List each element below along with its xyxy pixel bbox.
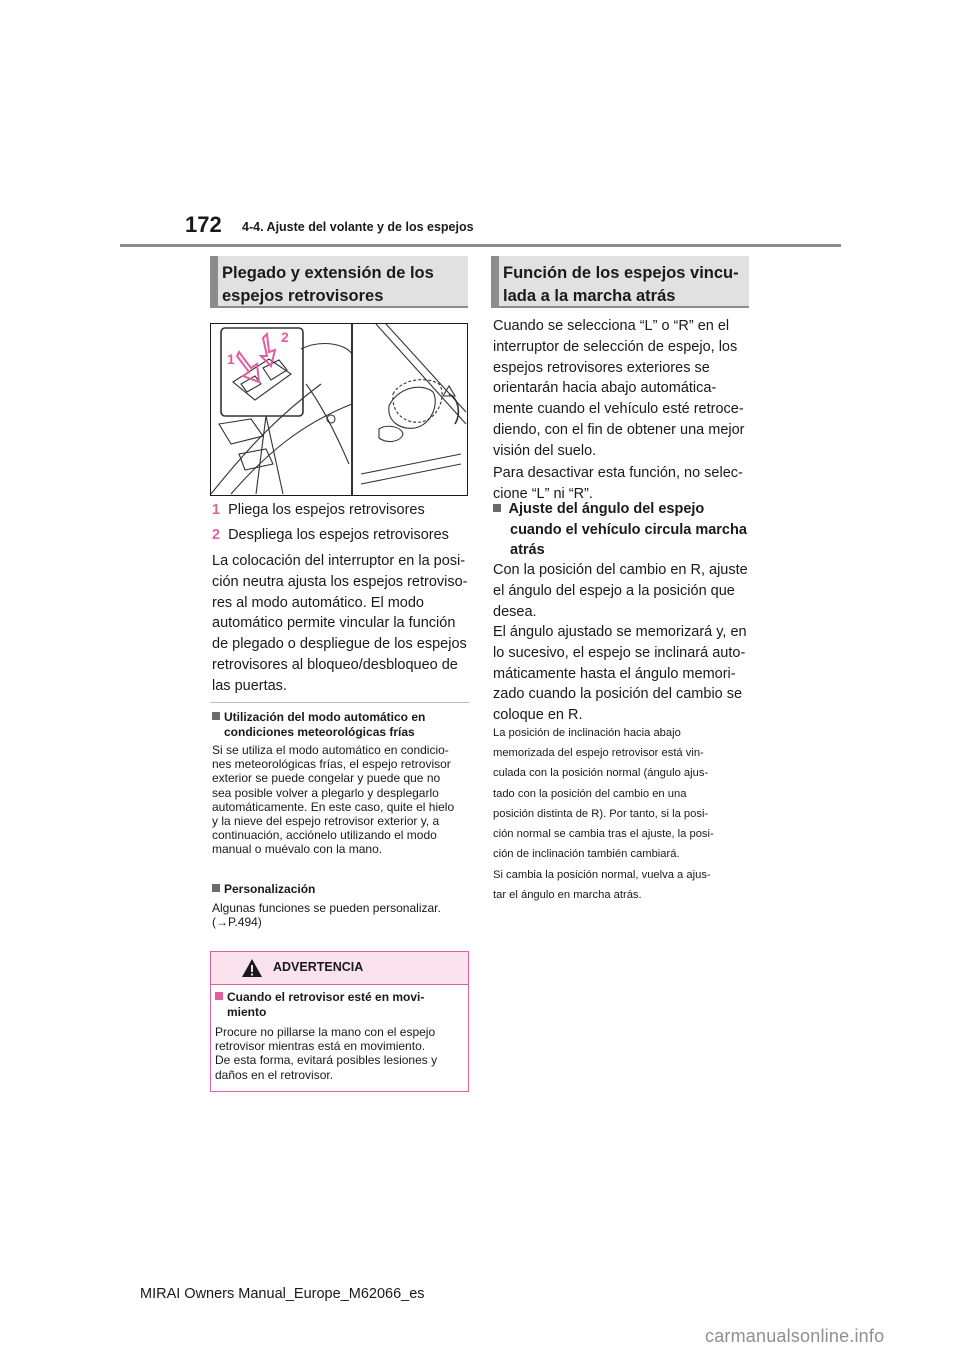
note-title: [212, 882, 470, 897]
text-line: zado cuando la posición del cambio se: [493, 686, 743, 703]
text-line: Utilización del modo automático en: [224, 710, 426, 724]
text-line: sea posible volver a plegarlo y desplegarlo: [212, 785, 439, 800]
right-paragraph-1: [493, 316, 745, 462]
mirror-switch-illustration: [210, 323, 468, 496]
text-line: nes meteorológicas frías, el espejo retrovisor: [212, 757, 451, 772]
text-line: ción de inclinación también cambiará.: [493, 848, 680, 861]
section-title: 4-4. Ajuste del volante y de los espejos: [242, 220, 474, 234]
text-line: Cuando el retrovisor esté en movi-: [227, 990, 425, 1004]
mirror-illustration-svg: [211, 324, 467, 495]
right-heading-line-1: Función de los espejos vincu-: [503, 264, 739, 282]
text-line: ción normal se cambia tras el ajuste, la posi-: [493, 828, 714, 841]
text-line: lo sucesivo, el espejo se inclinará auto-: [493, 644, 746, 661]
warning-header: [211, 952, 468, 985]
left-paragraph: [212, 551, 468, 697]
right-section-heading: [491, 256, 749, 308]
right-paragraph-5: [493, 723, 714, 864]
callout-2: 2: [281, 329, 289, 345]
right-paragraph-3: [493, 560, 748, 622]
square-bullet-icon: [212, 712, 220, 720]
text-line: Si se utiliza el modo automático en condicio-: [212, 743, 449, 757]
text-line: orientarán hacia abajo automática-: [493, 380, 717, 397]
text-line: mente cuando el vehículo esté retroce-: [493, 401, 744, 418]
text-line: continuación, acciónelo utilizando el modo: [212, 828, 437, 843]
text-line: culada con la posición normal (ángulo ajus-: [493, 767, 709, 780]
text-line: cuando el vehículo circula marcha: [510, 521, 747, 538]
page-reference-link[interactable]: (→P.494): [212, 915, 262, 929]
legend-item-1: [212, 500, 425, 521]
note-personalization: [212, 882, 470, 930]
text-line: La colocación del interruptor en la posi-: [212, 553, 466, 569]
text-line: Procure no pillarse la mano con el espejo: [215, 1025, 436, 1039]
text-line: De esta forma, evitará posibles lesiones y: [215, 1053, 438, 1068]
note-body: [212, 901, 470, 930]
text-line: La posición de inclinación hacia abajo: [493, 727, 681, 739]
text-line: de plegado o despliegue de los espejos: [212, 636, 467, 653]
text-line: automáticamente. En este caso, quite el hielo: [212, 799, 455, 814]
text-line: diendo, con el fin de obtener una mejor: [493, 421, 745, 438]
text-line: el ángulo del espejo a la posición que: [493, 582, 735, 599]
header-rule: [120, 244, 841, 247]
left-heading-line-2: espejos retrovisores: [222, 287, 384, 305]
text-line: retrovisores al bloqueo/desbloqueo de: [212, 656, 458, 673]
text-line: miento: [227, 1004, 267, 1019]
text-line: posición distinta de R). Por tanto, si la posi-: [493, 807, 709, 820]
right-heading-line-2: lada a la marcha atrás: [503, 287, 676, 305]
text-line: memorizada del espejo retrovisor está vin-: [493, 747, 704, 760]
page-number: 172: [185, 212, 222, 237]
right-subheading: [493, 499, 747, 561]
square-bullet-icon: [493, 504, 501, 512]
note-divider: [210, 702, 469, 703]
legend-text: Pliega los espejos retrovisores: [228, 502, 425, 518]
text-line: tar el ángulo en marcha atrás.: [493, 889, 642, 902]
text-line: El ángulo ajustado se memorizará y, en: [493, 624, 747, 640]
legend-text: Despliega los espejos retrovisores: [228, 527, 449, 543]
left-heading-line-1: Plegado y extensión de los: [222, 264, 434, 282]
text-line: interruptor de selección de espejo, los: [493, 338, 738, 355]
warning-triangle-icon: [241, 958, 263, 978]
note-title: [212, 710, 470, 725]
legend-number: 1: [212, 502, 221, 518]
text-line: Para desactivar esta función, no selec-: [493, 465, 743, 481]
text-line: exterior se puede congelar y puede que no: [212, 771, 441, 786]
text-line: y la nieve del espejo retrovisor exterior y, a: [212, 814, 440, 829]
text-line: condiciones meteorológicas frías: [224, 724, 415, 739]
warning-title: [215, 990, 465, 1005]
subheading-line: [493, 499, 747, 520]
text-line: daños en el retrovisor.: [215, 1067, 334, 1082]
footer-text: MIRAI Owners Manual_Europe_M62066_es: [140, 1286, 425, 1302]
text-line: Con la posición del cambio en R, ajuste: [493, 562, 748, 578]
text-line: Ajuste del ángulo del espejo: [508, 501, 705, 517]
text-line: manual o muévalo con la mano.: [212, 842, 383, 857]
note-cold-weather: [212, 710, 470, 857]
text-line: Cuando se selecciona “L” o “R” en el: [493, 318, 730, 334]
text-line: automático permite vincular la función: [212, 615, 456, 632]
text-line: máticamente hasta el ángulo memori-: [493, 665, 736, 682]
text-line: Si cambia la posición normal, vuelva a ajus-: [493, 869, 711, 881]
square-bullet-icon: [212, 884, 220, 892]
warning-label: ADVERTENCIA: [273, 960, 364, 974]
warning-content: [215, 990, 465, 1082]
text-line: coloque en R.: [493, 707, 583, 724]
text-line: tado con la posición del cambio en una: [493, 787, 687, 800]
text-line: Algunas funciones se pueden personalizar.: [212, 900, 441, 915]
left-section-heading: [210, 256, 468, 308]
callout-1: 1: [227, 351, 235, 367]
text-line: Personalización: [224, 882, 316, 896]
text-line: espejos retrovisores exteriores se: [493, 359, 710, 376]
warning-box: [210, 951, 469, 1092]
text-line: cione “L” ni “R”.: [493, 485, 593, 502]
text-line: atrás: [510, 542, 545, 558]
note-body: [212, 743, 470, 857]
text-line: ción neutra ajusta los espejos retroviso-: [212, 573, 468, 590]
legend-number: 2: [212, 527, 221, 543]
text-line: las puertas.: [212, 677, 287, 694]
text-line: desea.: [493, 603, 537, 620]
text-line: res al modo automático. El modo: [212, 594, 424, 611]
right-paragraph-6: [493, 865, 711, 905]
warning-body: [215, 1025, 465, 1082]
legend-item-2: [212, 525, 449, 546]
watermark: carmanualsonline.info: [705, 1326, 885, 1346]
right-paragraph-4: [493, 622, 747, 726]
text-line: retrovisor mientras está en movimiento.: [215, 1039, 426, 1054]
square-bullet-icon: [215, 992, 223, 1000]
text-line: visión del suelo.: [493, 442, 597, 459]
